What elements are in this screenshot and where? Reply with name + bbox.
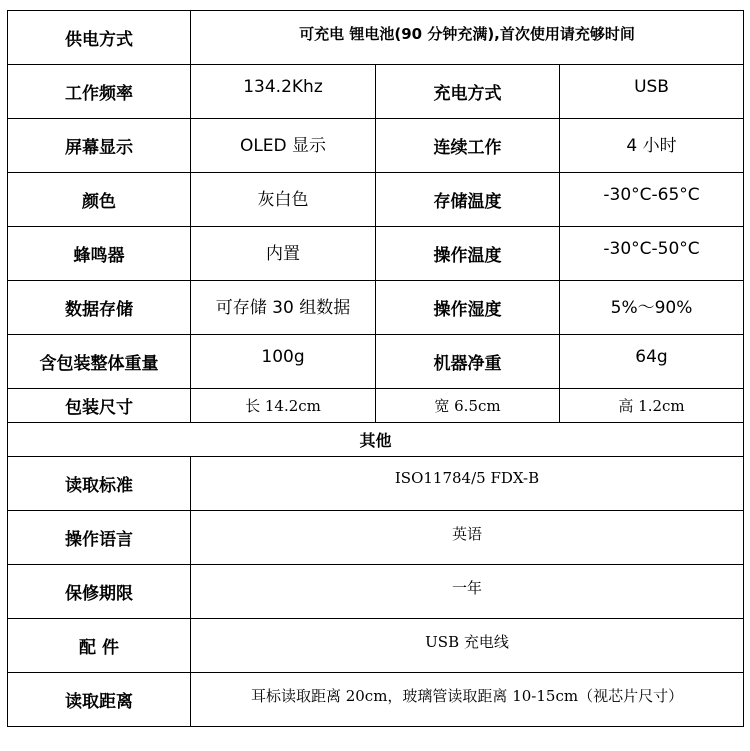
table-row bbox=[8, 619, 744, 673]
spec-value: OLED 显示 bbox=[191, 119, 376, 173]
table-row bbox=[8, 281, 744, 335]
spec-value: -30°C-65°C bbox=[560, 173, 744, 227]
other-value: USB 充电线 bbox=[191, 619, 744, 673]
section-header-row bbox=[8, 423, 744, 457]
table-row bbox=[8, 227, 744, 281]
package-width: 宽 6.5cm bbox=[376, 389, 560, 423]
package-height: 高 1.2cm bbox=[560, 389, 744, 423]
spec-value: 内置 bbox=[191, 227, 376, 281]
table-row bbox=[8, 335, 744, 389]
other-label: 保修期限 bbox=[8, 565, 191, 619]
other-label: 操作语言 bbox=[8, 511, 191, 565]
table-row bbox=[8, 173, 744, 227]
spec-label: 含包装整体重量 bbox=[8, 335, 191, 389]
table-row bbox=[8, 565, 744, 619]
spec-label: 屏幕显示 bbox=[8, 119, 191, 173]
spec-label: 数据存储 bbox=[8, 281, 191, 335]
spec-value: 灰白色 bbox=[191, 173, 376, 227]
other-value: 一年 bbox=[191, 565, 744, 619]
spec-label: 操作湿度 bbox=[376, 281, 560, 335]
other-value: 耳标读取距离 20cm，玻璃管读取距离 10-15cm（视芯片尺寸） bbox=[191, 673, 744, 727]
spec-value: USB bbox=[560, 65, 744, 119]
spec-value: 4 小时 bbox=[560, 119, 744, 173]
other-label: 读取距离 bbox=[8, 673, 191, 727]
spec-value: -30°C-50°C bbox=[560, 227, 744, 281]
package-length: 长 14.2cm bbox=[191, 389, 376, 423]
spec-value: 可存储 30 组数据 bbox=[191, 281, 376, 335]
spec-label: 充电方式 bbox=[376, 65, 560, 119]
table-row bbox=[8, 11, 744, 65]
section-title: 其他 bbox=[8, 423, 744, 457]
spec-value: 134.2Khz bbox=[191, 65, 376, 119]
power-supply-label: 供电方式 bbox=[8, 11, 191, 65]
other-label: 配 件 bbox=[8, 619, 191, 673]
spec-label: 机器净重 bbox=[376, 335, 560, 389]
table-row bbox=[8, 389, 744, 423]
table-row bbox=[8, 673, 744, 727]
power-supply-value: 可充电 锂电池(90 分钟充满),首次使用请充够时间 bbox=[191, 11, 744, 65]
table-row bbox=[8, 65, 744, 119]
spec-value: 5%～90% bbox=[560, 281, 744, 335]
spec-label: 工作频率 bbox=[8, 65, 191, 119]
spec-label: 存储温度 bbox=[376, 173, 560, 227]
table-row bbox=[8, 119, 744, 173]
other-value: 英语 bbox=[191, 511, 744, 565]
other-label: 读取标准 bbox=[8, 457, 191, 511]
package-size-label: 包装尺寸 bbox=[8, 389, 191, 423]
spec-label: 操作温度 bbox=[376, 227, 560, 281]
other-value: ISO11784/5 FDX-B bbox=[191, 457, 744, 511]
table-row bbox=[8, 457, 744, 511]
spec-label: 颜色 bbox=[8, 173, 191, 227]
spec-value: 64g bbox=[560, 335, 744, 389]
spec-table bbox=[7, 10, 744, 727]
spec-value: 100g bbox=[191, 335, 376, 389]
spec-label: 连续工作 bbox=[376, 119, 560, 173]
spec-label: 蜂鸣器 bbox=[8, 227, 191, 281]
table-row bbox=[8, 511, 744, 565]
